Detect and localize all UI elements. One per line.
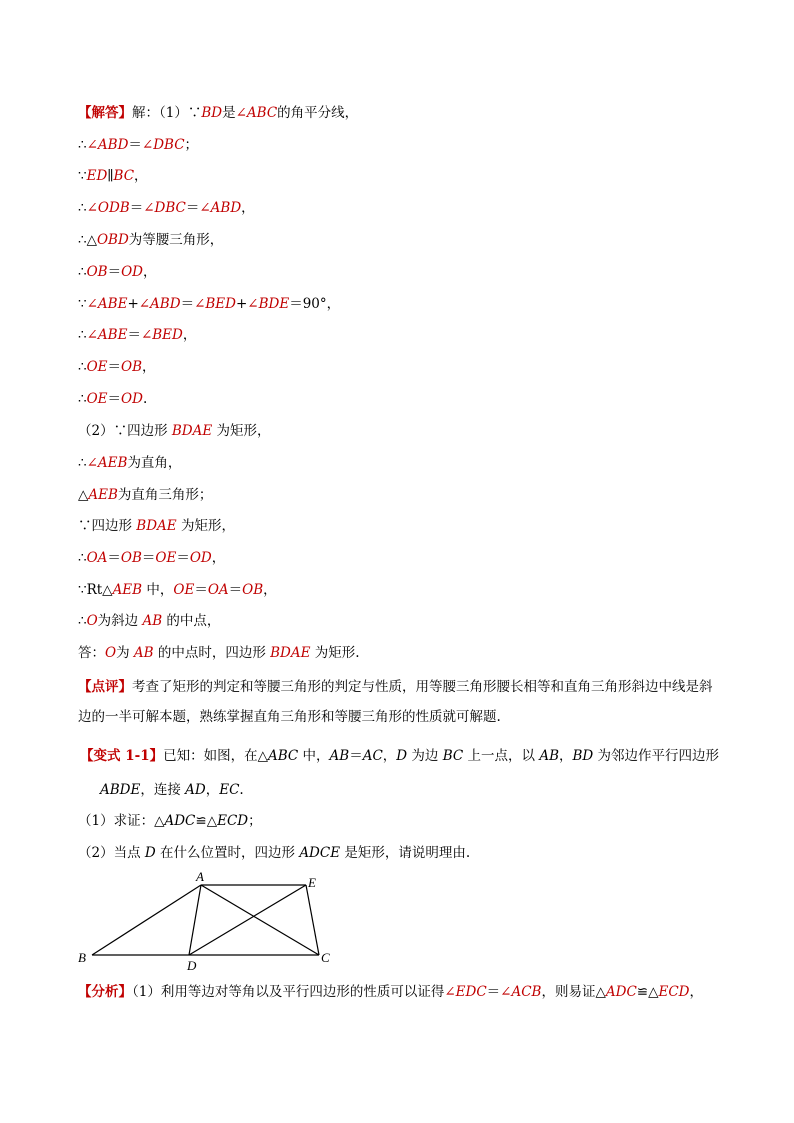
analysis-line: 【分析】（1）利用等边对等角以及平行四边形的性质可以证得∠EDC＝∠ACB，则易证△ADC≌△ECD， bbox=[78, 984, 703, 1000]
solution-line-9: ∴OE＝OB， bbox=[78, 359, 156, 375]
analysis-tag: 【分析】 bbox=[78, 984, 132, 1000]
segment-ab bbox=[92, 885, 201, 955]
label-b: B bbox=[78, 950, 86, 965]
solution-line-15: ∴OA＝OB＝OE＝OD， bbox=[78, 550, 226, 566]
variant-line-1: 【变式 1-1】已知：如图，在△ABC 中，AB＝AC，D 为边 BC 上一点，以 AB，BD 为邻边作平行四边形 bbox=[80, 748, 720, 764]
solution-line-12: ∴∠AEB为直角， bbox=[78, 455, 182, 471]
solution-line-17: ∴O为斜边 AB 的中点， bbox=[78, 613, 221, 629]
variant-line-2: ABDE，连接 AD，EC. bbox=[100, 782, 244, 798]
variant-question-2: （2）当点 D 在什么位置时，四边形 ADCE 是矩形，请说明理由. bbox=[78, 845, 471, 861]
comment-paragraph: 【点评】考查了矩形的判定和等腰三角形的判定与性质，用等腰三角形腰长相等和直角三角形斜边中线是斜边的一半可解本题，熟练掌握直角三角形和等腰三角形的性质就可解题. bbox=[78, 679, 713, 725]
variant-question-1: （1）求证：△ADC≌△ECD； bbox=[78, 813, 262, 829]
solution-line-18: 答：O为 AB 的中点时，四边形 BDAE 为矩形. bbox=[78, 645, 360, 661]
label-a: A bbox=[196, 869, 204, 884]
solution-line-14: ∵四边形 BDAE 为矩形， bbox=[78, 518, 235, 534]
solution-line-2: ∴∠ABD＝∠DBC； bbox=[78, 137, 199, 153]
variant-tag: 【变式 1-1】 bbox=[80, 748, 164, 764]
segment-ec bbox=[306, 885, 319, 955]
segment-de bbox=[189, 885, 306, 955]
segment-ac bbox=[201, 885, 319, 955]
answer-tag: 【解答】 bbox=[78, 105, 132, 121]
solution-line-6: ∴OB＝OD， bbox=[78, 264, 157, 280]
solution-line-10: ∴OE＝OD. bbox=[78, 391, 148, 407]
solution-line-4: ∴∠ODB＝∠DBC＝∠ABD， bbox=[78, 200, 255, 216]
solution-line-3: ∵ED∥BC， bbox=[78, 168, 148, 184]
label-e: E bbox=[308, 875, 316, 890]
solution-line-8: ∴∠ABE＝∠BED， bbox=[78, 327, 197, 343]
solution-line-7: ∵∠ABE+∠ABD＝∠BED+∠BDE＝90°， bbox=[78, 296, 341, 312]
comment-tag: 【点评】 bbox=[78, 679, 132, 695]
solution-line-13: △AEB为直角三角形； bbox=[78, 487, 213, 503]
label-c: C bbox=[321, 950, 330, 965]
label-d: D bbox=[187, 958, 197, 973]
solution-line-11: （2）∵四边形 BDAE 为矩形， bbox=[78, 423, 271, 439]
solution-line-5: ∴△OBD为等腰三角形， bbox=[78, 232, 224, 248]
solution-line-16: ∵Rt△AEB 中，OE＝OA＝OB， bbox=[78, 582, 277, 598]
solution-line-1: 【解答】解：（1）∵BD是∠ABC的角平分线， bbox=[78, 105, 359, 121]
segment-ad bbox=[189, 885, 201, 955]
